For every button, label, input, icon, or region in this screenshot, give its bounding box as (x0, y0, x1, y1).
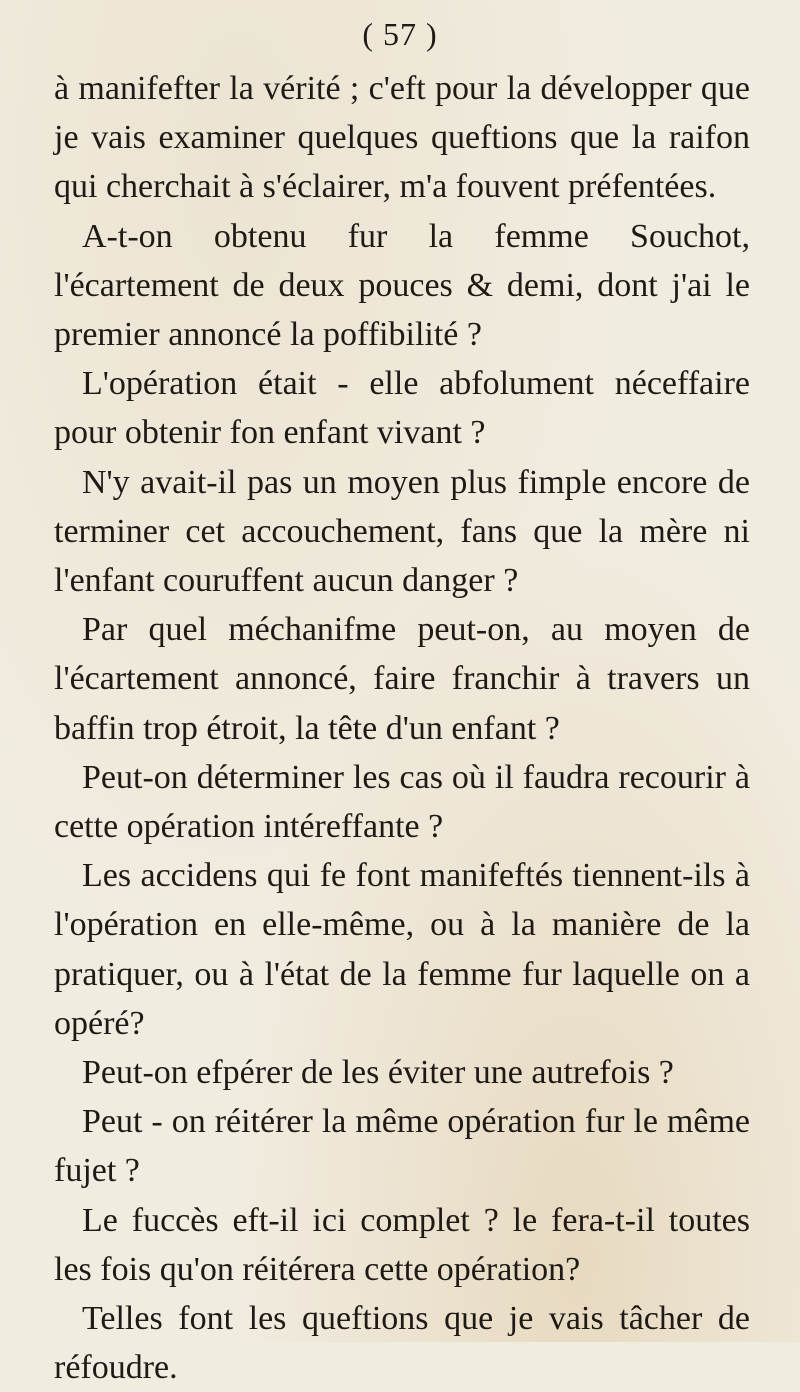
paragraph-question-reiterer: Peut - on réitérer la même opération fur le même fujet ? (54, 1103, 750, 1190)
paragraph-question-cas: Peut-on déterminer les cas où il faudra recourir à cette opération intéreffante ? (54, 758, 750, 846)
paragraph-question-mechanisme: Par quel méchanifme peut-on, au moyen de l'écartement annoncé, faire franchir à travers un baffin trop étroit, la tête d'un enfant ? (54, 611, 750, 747)
paragraph-question-necessite: L'opération était - elle abfolument néceffaire pour obtenir fon enfant vivant ? (54, 365, 750, 452)
paragraph-continuation: à manifefter la vérité ; c'eft pour la développer que je vais examiner quelques queftions que la raifon qui cherchait à s'éclairer, m'a fouvent préfentées. (54, 70, 750, 206)
paragraph-question-succes: Le fuccès eft-il ici complet ? le fera-t-il toutes les fois qu'on réitérera cette opération? (54, 1201, 750, 1288)
paragraph-question-eviter: Peut-on efpérer de les éviter une autrefois ? (82, 1054, 674, 1092)
paragraph-question-moyen-simple: N'y avait-il pas un moyen plus fimple encore de terminer cet accouchement, fans que la mère ni l'enfant couruffent aucun danger ? (54, 463, 750, 600)
paragraph-conclusion: Telles font les queftions que je vais tâcher de réfoudre. (54, 1300, 750, 1387)
page-number: ( 57 ) (362, 16, 438, 52)
paragraph-question-accidens: Les accidens qui fe font manifeftés tiennent-ils à l'opération en elle-même, ou à la manière de la pratiquer, ou à l'état de la femme fur laquelle on a opéré? (54, 857, 750, 1042)
body-text (54, 64, 750, 1392)
paragraph-question-ecartement: A-t-on obtenu fur la femme Souchot, l'écartement de deux pouces & demi, dont j'ai le premier annoncé la poffibilité ? (54, 217, 750, 354)
